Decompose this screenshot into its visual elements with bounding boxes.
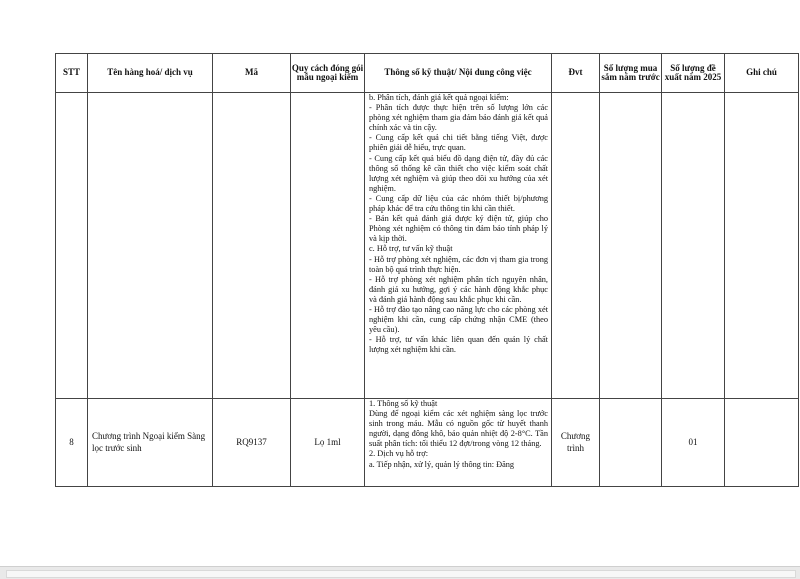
horizontal-scrollbar[interactable] [0, 566, 800, 579]
cell-proposed-qty: 01 [662, 399, 725, 487]
header-name: Tên hàng hoá/ dịch vụ [88, 54, 213, 93]
header-code: Mã [213, 54, 291, 93]
tech-line: 1. Thông số kỹ thuật [369, 399, 438, 408]
table-header-row [56, 54, 799, 93]
tech-line: - Bản kết quả đánh giá được ký điện tử, giúp cho Phòng xét nghiệm có thông tin đảm bảo tính pháp lý và kịp thời. [369, 214, 548, 244]
table-row-8 [56, 399, 799, 487]
tech-line: a. Tiếp nhận, xử lý, quản lý thông tin: Đăng [369, 459, 515, 469]
header-pack: Quy cách đóng gói mẫu ngoại kiểm [291, 54, 365, 93]
tech-line: - Hỗ trợ phòng xét nghiệm phân tích nguyên nhân, đánh giá xu hướng, gợi ý các hành động khắc phục và đánh giá hành động sau khắc phục khi cần. [369, 274, 548, 304]
cell-empty [213, 93, 291, 399]
header-unit: Đvt [552, 54, 600, 93]
procurement-table [55, 53, 799, 487]
tech-line: - Cung cấp kết quả chi tiết bằng tiếng Việt, được phiên giải dễ hiểu, trực quan. [369, 133, 548, 153]
cell-empty [291, 93, 365, 399]
cell-code: RQ9137 [213, 399, 291, 487]
cell-unit: Chương trình [552, 399, 600, 487]
cell-empty [600, 93, 662, 399]
cell-note [725, 399, 799, 487]
cell-empty [56, 93, 88, 399]
cell-name: Chương trình Ngoại kiểm Sàng lọc trước sinh [88, 399, 213, 487]
tech-line: c. Hỗ trợ, tư vấn kỹ thuật [369, 244, 453, 254]
tech-line: - Hỗ trợ đào tạo nâng cao năng lực cho các phòng xét nghiệm khi cần, cung cấp chứng nhận CME (theo yêu cầu). [369, 304, 548, 335]
tech-line: Dùng để ngoại kiểm các xét nghiệm sàng lọc trước sinh trong máu. Mẫu có nguồn gốc từ huyết thanh người, dạng đông khô, bảo quản nhiệt độ 2-8°C. Tần suất phân tích: tối thiểu 12 đợt/trong vòng 12 tháng. [369, 409, 548, 449]
tech-line: - Cung cấp dữ liệu của các nhóm thiết bị/phương pháp khác để tra cứu thông tin khi cần thiết. [369, 193, 548, 214]
cell-stt: 8 [56, 399, 88, 487]
scrollbar-track[interactable] [6, 570, 796, 578]
table-row-continued [56, 93, 799, 399]
tech-line: 2. Dịch vụ hỗ trợ: [369, 449, 429, 459]
header-tech: Thông số kỹ thuật/ Nội dung công việc [365, 54, 552, 93]
cell-empty [552, 93, 600, 399]
cell-empty [662, 93, 725, 399]
cell-pack: Lọ 1ml [291, 399, 365, 487]
cell-tech [365, 399, 552, 487]
tech-line: - Hỗ trợ phòng xét nghiệm, các đơn vị tham gia trong toàn bộ quá trình thực hiện. [369, 254, 548, 274]
cell-tech-continued [365, 93, 552, 399]
tech-line: - Hỗ trợ, tư vấn khác liên quan đến quản lý chất lượng xét nghiệm khi cần. [369, 335, 548, 355]
header-proposed-qty: Số lượng đề xuất năm 2025 [662, 54, 725, 93]
cell-prev-qty [600, 399, 662, 487]
cell-empty [88, 93, 213, 399]
header-prev-qty: Số lượng mua sắm năm trước [600, 54, 662, 93]
cell-empty [725, 93, 799, 399]
tech-line: - Cung cấp kết quả biểu đồ dạng điện tử, đầy đủ các thông số thống kê cần thiết cho việc kiểm soát chất lượng xét nghiệm và giúp theo dõi xu hướng của xét nghiệm. [369, 153, 548, 193]
tech-line: b. Phân tích, đánh giá kết quả ngoại kiểm: [369, 93, 509, 102]
header-stt: STT [56, 54, 88, 93]
tech-line: - Phân tích được thực hiện trên số lượng lớn các phòng xét nghiệm tham gia đảm bảo đánh giá kết quả chính xác và tin cậy. [369, 103, 548, 133]
header-note: Ghi chú [725, 54, 799, 93]
